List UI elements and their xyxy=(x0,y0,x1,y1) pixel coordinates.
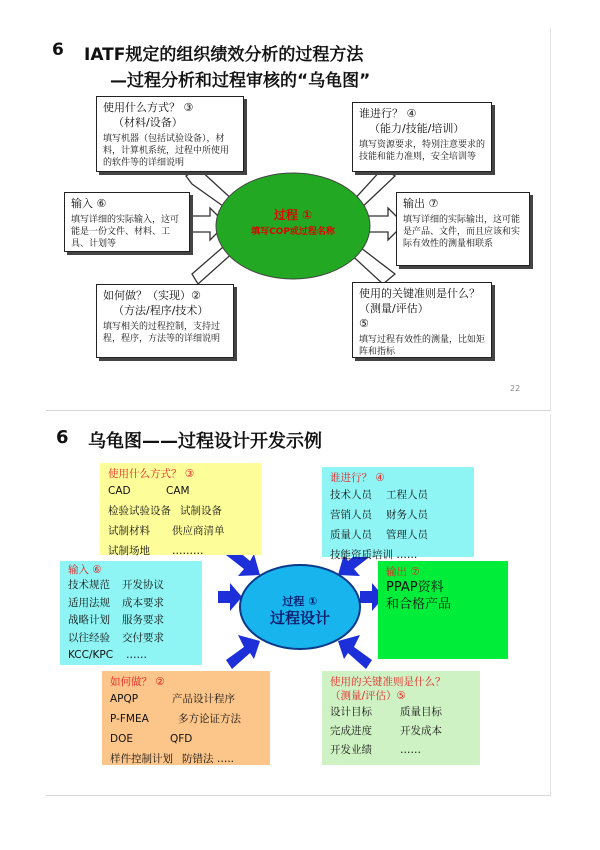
list-item: 完成进度 开发成本 xyxy=(330,725,442,737)
list-item: 检验试验设备 试制设备 xyxy=(108,505,222,517)
panel-criteria-subheading: （测量/评估）⑤ xyxy=(330,690,406,702)
slide2-title: 乌龟图——过程设计开发示例 xyxy=(88,431,322,452)
list-item: 开发业绩 …… xyxy=(330,744,421,756)
box-who-desc: 填写资源要求，特别注意要求的技能和能力准则，安全培训等 xyxy=(359,140,486,162)
list-item: 战略计划 服务要求 xyxy=(68,614,164,626)
box-criteria xyxy=(352,282,492,358)
blue-arrow-bottom-right xyxy=(338,635,372,669)
list-item: P-FMEA 多方论证方法 xyxy=(110,713,241,725)
box-how-desc: 填写相关的过程控制，支持过程，程序，方法等的详细说明 xyxy=(103,322,221,344)
panel-output xyxy=(378,561,508,659)
list-item: CAD CAM xyxy=(108,485,190,497)
slide1-subtitle: —过程分析和过程审核的“乌龟图” xyxy=(110,71,371,91)
box-criteria-desc: 填写过程有效性的测量，比如矩阵和指标 xyxy=(359,335,486,357)
list-item: 技能资质培训 …… xyxy=(330,549,418,561)
slide2-title-number: 6 xyxy=(56,427,69,448)
box-input xyxy=(64,192,190,252)
box-with-what-heading: 使用什么方式？ ③ xyxy=(103,101,194,114)
box-who-subheading: （能力/技能/培训） xyxy=(369,122,465,135)
list-item: 营销人员 财务人员 xyxy=(330,509,428,521)
list-item: APQP 产品设计程序 xyxy=(110,693,235,705)
panel-input xyxy=(60,561,202,665)
blue-arrow-bottom-left xyxy=(226,635,260,669)
box-with-what xyxy=(96,96,244,172)
slide1-title-number: 6 xyxy=(52,40,64,60)
box-input-heading: 输入 ⑥ xyxy=(71,197,107,210)
box-who xyxy=(352,102,492,172)
list-item: 以往经验 交付要求 xyxy=(68,631,164,644)
panel-how-heading: 如何做？ ② xyxy=(110,676,165,688)
panel-with-what-heading: 使用什么方式？ ③ xyxy=(108,468,195,480)
panel-criteria xyxy=(322,671,480,765)
box-with-what-desc: 填写机器（包括试验设备），材料，计算机系统，过程中所使用的软件等的详细说明 xyxy=(103,134,230,168)
box-how-heading: 如何做？（实现）② xyxy=(103,289,201,302)
panel-criteria-heading: 使用的关键准则是什么？ xyxy=(330,676,446,688)
box-output-heading: 输出 ⑦ xyxy=(403,197,439,210)
process-title: 过程 ① xyxy=(273,208,313,222)
box-criteria-number: ⑤ xyxy=(359,317,369,330)
list-item: 适用法规 成本要求 xyxy=(68,596,164,609)
list-item: DOE QFD xyxy=(110,733,193,745)
box-input-desc: 填写详细的实际输入，这可能是一份文件、材料、工具、计划等 xyxy=(71,215,180,249)
panel-who xyxy=(322,467,474,561)
process-design-line2: 过程设计 xyxy=(269,609,330,627)
page-number: 22 xyxy=(510,384,521,393)
output-line-1: PPAP资料 xyxy=(386,580,444,595)
list-item: 样件控制计划 防错法 ….. xyxy=(110,753,235,765)
box-how-subheading: （方法/程序/技术） xyxy=(113,304,209,317)
list-item: KCC/KPC …… xyxy=(68,649,147,661)
box-with-what-subheading: （材料/设备） xyxy=(113,116,183,129)
list-item: 设计目标 质量目标 xyxy=(330,706,442,718)
output-line-2: 和合格产品 xyxy=(386,597,452,612)
slide-2 xyxy=(46,415,551,796)
panel-input-heading: 输入 ⑥ xyxy=(68,564,102,576)
slide1-title: IATF规定的组织绩效分析的过程方法 xyxy=(84,45,364,65)
blue-arrow-left xyxy=(218,583,242,611)
box-output xyxy=(396,192,530,266)
box-output-desc: 填写详细的实际输出，这可能是产品、文件，而且应该和实际有效性的测量相联系 xyxy=(403,215,521,249)
list-item: 技术规范 开发协议 xyxy=(68,579,164,591)
box-how xyxy=(96,284,234,358)
list-item: 质量人员 管理人员 xyxy=(330,529,428,541)
panel-output-heading: 输出 ⑦ xyxy=(386,566,420,578)
list-item: 技术人员 工程人员 xyxy=(330,489,428,501)
panel-how xyxy=(102,671,270,765)
box-criteria-heading: 使用的关键准则是什么？（测量/评估） xyxy=(359,287,480,315)
process-subtitle: 填写COP或过程名称 xyxy=(251,227,335,237)
list-item: 试制材料 供应商清单 xyxy=(108,525,225,537)
panel-who-heading: 谁进行？ ④ xyxy=(330,472,385,484)
slide-1 xyxy=(46,28,551,411)
list-item: 试制场地 ……… xyxy=(108,545,204,557)
panel-with-what xyxy=(100,463,262,555)
box-who-heading: 谁进行？ ④ xyxy=(359,107,417,120)
process-design-line1: 过程 ① xyxy=(282,595,318,608)
